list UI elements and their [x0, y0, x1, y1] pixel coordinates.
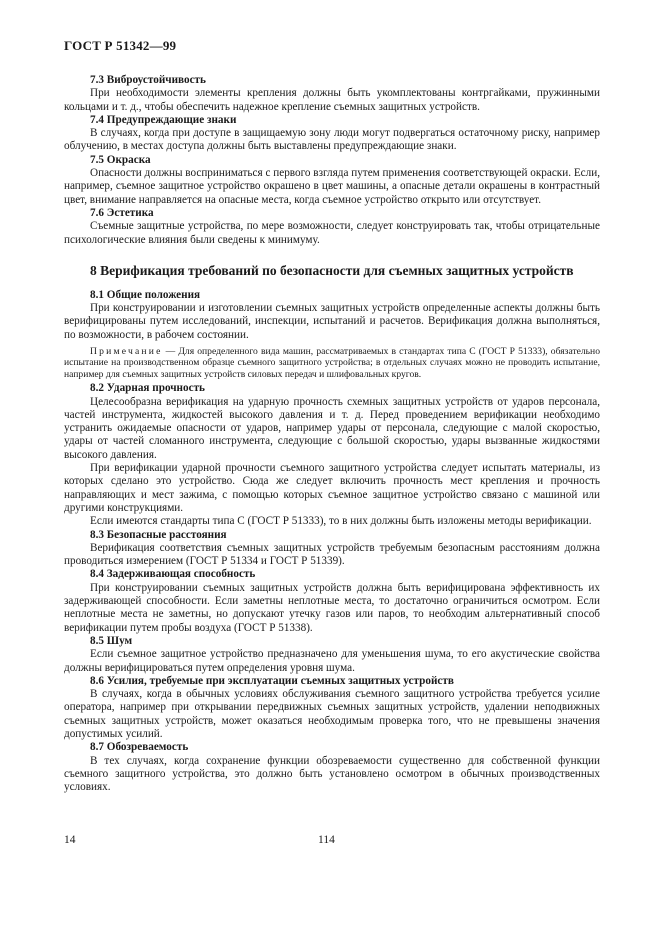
section-7-3-title: 7.3 Виброустойчивость — [90, 74, 206, 86]
section-8-2-text-2: При верификации ударной прочности съемного защитного устройства следует испытать материалы, из которых сделано это устройство. Сюда же следует включить прочность мест крепления и прочность направляющих и мест зажима, с помощью которых съемное защитное устройство связано с машиной или другими конструкциями. — [64, 462, 600, 514]
section-7-5-title: 7.5 Окраска — [90, 153, 151, 166]
page-content — [64, 74, 600, 794]
section-8-1-title: 8.1 Общие положения — [90, 288, 201, 301]
section-7-4-text: В случаях, когда при доступе в защищаемую зону люди могут подвергаться остаточному риску, например облучению, в местах доступа должны быть выставлены предупреждающие знаки. — [64, 127, 600, 153]
section-8-1-text: При конструировании и изготовлении съемных защитных устройств определенные аспекты должны быть верифицированы путем исследований, инспекции, испытаний и расчетов. Верификация должна выполняться, по возможности, в рабочем состоянии. — [64, 302, 600, 341]
section-7-6-text: Съемные защитные устройства, по мере возможности, следует конструировать так, чтобы отрицательные психологические влияния были сведены к минимуму. — [64, 220, 600, 246]
section-8-2-text-3: Если имеются стандарты типа С (ГОСТ Р 51333), то в них должны быть изложены методы верификации. — [90, 515, 592, 528]
section-8-3-title: 8.3 Безопасные расстояния — [90, 528, 227, 541]
section-8-4-text: При конструировании съемных защитных устройств должна быть верифицирована эффективность их задерживающей способности. Если заметны неплотные места, то достаточно ограничиться осмотром. Если неплотные места не заметны, но допускают утечку газов или паров, то необходим альтернативный способ верификации путем пробы воздуха (ГОСТ Р 51338). — [64, 581, 600, 634]
note-text: — Для определенного вида машин, рассматриваемых в стандартах типа С (ГОСТ Р 51333), обязательно испытание на производственном образце съемного защитного устройства; в отдельных случаях можно не проводить испытание, например для съемных защитных устройств силовых передач и шлифовальных кругов. — [64, 346, 600, 380]
section-8-6-title: 8.6 Усилия, требуемые при эксплуатации съемных защитных устройств — [90, 674, 454, 687]
section-7-5-text: Опасности должны восприниматься с первого взгляда путем применения соответствующей окраски. Если, например, съемное защитное устройство окрашено в цвет машины, а опасные детали окрашены в контрастный цвет, внимание направляется на опасные места, когда съемное устройство открыто или отсутствует. — [64, 167, 600, 206]
section-8-5-title: 8.5 Шум — [90, 634, 133, 647]
page — [64, 38, 600, 794]
section-8-2-title: 8.2 Ударная прочность — [90, 382, 205, 395]
section-8-2-text-1: Целесообразна верификация на ударную прочность схемных защитных устройств от ударов персонала, частей инструмента, жидкостей высокого давления и т. д. Перед проведением верификации необходимо устранить ожидаемые опасности от ударов, например удары от персонала, следующие с малой скоростью, удары от частей сломанного инструмента, следующие с большой скоростью, удары вызванные жидкостями высокого давления. — [64, 395, 600, 461]
section-8-6-text: В случаях, когда в обычных условиях обслуживания съемного защитного устройства требуется усилие оператора, например при открывании передвижных съемных защитных устройств, удалении неподвижных съемных защитных устройств, может оказаться необходимым проверка того, что не превышены значения допустимых усилий. — [64, 688, 600, 740]
section-7-3-text: При необходимости элементы крепления должны быть укомплектованы контргайками, пружинными кольцами и т. д., чтобы обеспечить надежное крепление съемных защитных устройств. — [64, 87, 600, 113]
section-8-5-text: Если съемное защитное устройство предназначено для уменьшения шума, то его акустические свойства должны верифицироваться путем определения уровня шума. — [64, 648, 600, 674]
section-8-title: 8 Верификация требований по безопасности для съемных защитных устройств — [90, 262, 574, 278]
section-8-1-note — [64, 346, 600, 380]
page-number-left: 14 — [64, 834, 76, 846]
section-8-7-title: 8.7 Обозреваемость — [90, 741, 189, 754]
note-label: Примечание — [90, 346, 163, 358]
page-number-center: 114 — [318, 834, 335, 846]
section-8-3-text: Верификация соответствия съемных защитных устройств требуемым безопасным расстояниям должна проводиться измерением (ГОСТ Р 51334 и ГОСТ Р 51339). — [64, 541, 600, 568]
section-8-7-text: В тех случаях, когда сохранение функции обозреваемости существенно для собственной функции съемного защитного устройства, это должно быть установлено осмотром в обычных производственных условиях. — [64, 754, 600, 794]
section-8-4-title: 8.4 Задерживающая способность — [90, 568, 256, 581]
section-7-4-title: 7.4 Предупреждающие знаки — [90, 113, 237, 126]
document-header: ГОСТ Р 51342—99 — [64, 38, 177, 53]
section-7-6-title: 7.6 Эстетика — [90, 206, 154, 219]
